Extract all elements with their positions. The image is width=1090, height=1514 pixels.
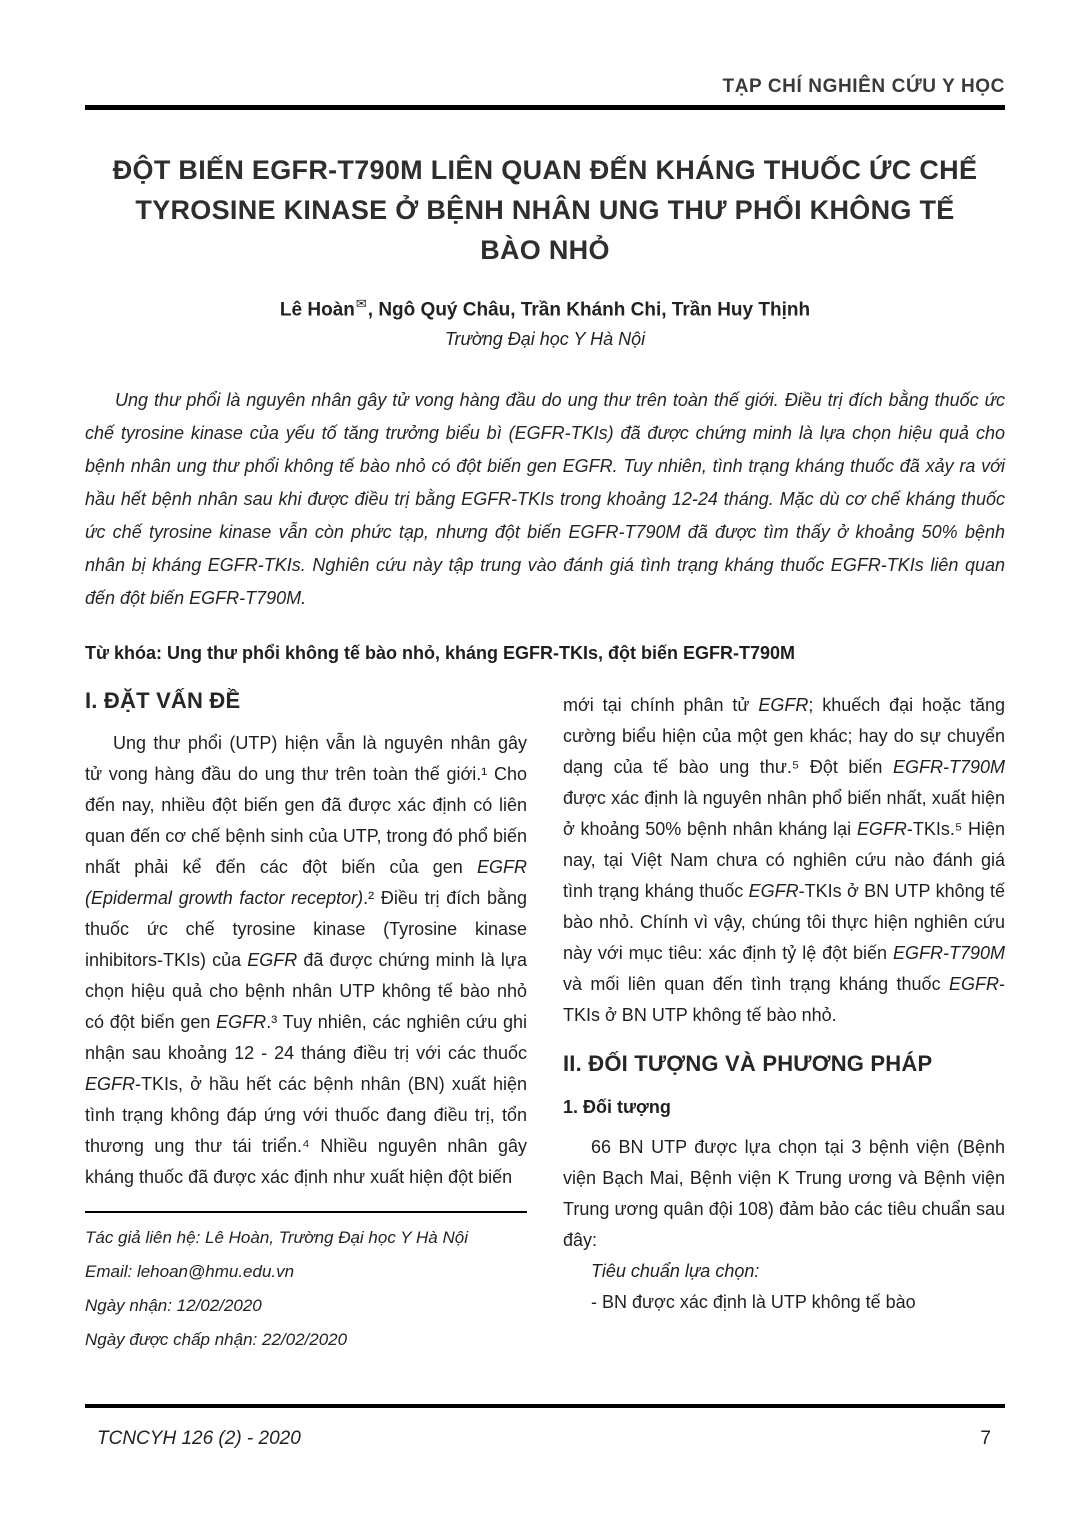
footnote-email: Email: lehoan@hmu.edu.vn xyxy=(85,1262,295,1282)
page-footer xyxy=(85,1404,1005,1450)
footnote-block xyxy=(85,1211,527,1357)
criteria-label: Tiêu chuẩn lựa chọn: xyxy=(591,1261,760,1282)
section-1-paragraph-right: mới tại chính phân tử EGFR; khuếch đại hoặc tăng cường biểu hiện của một gen khác; hay do sự chuyển dạng của tế bào ung thư.⁵ Đột biến EGFR-T790M được xác định là nguyên nhân phổ biến nhất, xuất hiện ở khoảng 50% bệnh nhân kháng lại EGFR-TKIs.⁵ Hiện nay, tại Việt Nam chưa có nghiên cứu nào đánh giá tình trạng kháng thuốc EGFR-TKIs ở BN UTP không tế bào nhỏ. Chính vì vậy, chúng tôi thực hiện nghiên cứu này với mục tiêu: xác định tỷ lệ đột biến EGFR-T790M và mối liên quan đến tình trạng kháng thuốc EGFR-TKIs ở BN UTP không tế bào nhỏ. xyxy=(563,695,1006,1026)
footnote-received-date: Ngày nhận: 12/02/2020 xyxy=(85,1296,262,1316)
subsection-1-heading: 1. Đối tượng xyxy=(563,1097,671,1118)
page-header xyxy=(85,0,1005,98)
authors-line xyxy=(85,296,1005,321)
section-1-heading: I. ĐẶT VẤN ĐỀ xyxy=(85,688,241,714)
affiliation: Trường Đại học Y Hà Nội xyxy=(444,329,646,350)
left-column xyxy=(85,688,527,1357)
right-column xyxy=(563,688,1005,1357)
authors-rest: , Ngô Quý Châu, Trần Khánh Chi, Trần Huy Thịnh xyxy=(367,299,811,321)
body-columns xyxy=(85,688,1005,1357)
section-2-heading: II. ĐỐI TƯỢNG VÀ PHƯƠNG PHÁP xyxy=(563,1051,933,1077)
section-2-paragraph: 66 BN UTP được lựa chọn tại 3 bệnh viện (Bệnh viện Bạch Mai, Bệnh viện K Trung ương và Bệnh viện Trung ương quân đội 108) đảm bảo các tiêu chuẩn sau đây: xyxy=(563,1137,1005,1251)
footer-row xyxy=(85,1428,1005,1450)
email-icon: ✉ xyxy=(355,296,367,311)
section-1-paragraph-left: Ung thư phổi (UTP) hiện vẫn là nguyên nhân gây tử vong hàng đầu do ung thư trên toàn thế giới.¹ Cho đến nay, nhiều đột biến gen đã được xác định có liên quan đến cơ chế bệnh sinh của UTP, trong đó phổ biến nhất phải kể đến các đột biến của gen EGFR (Epidermal growth factor receptor).² Điều trị đích bằng thuốc ức chế tyrosine kinase (Tyrosine kinase inhibitors-TKIs) của EGFR đã được chứng minh là lựa chọn hiệu quả cho bệnh nhân UTP không tế bào nhỏ có đột biến gen EGFR.³ Tuy nhiên, các nghiên cứu ghi nhận sau khoảng 12 - 24 tháng điều trị với các thuốc EGFR-TKIs, ở hầu hết các bệnh nhân (BN) xuất hiện tình trạng không đáp ứng với thuốc đang điều trị, tổn thương ung thư tái triển.⁴ Nhiều nguyên nhân gây kháng thuốc đã được xác định như xuất hiện đột biến xyxy=(85,733,527,1188)
footnote-accepted-date: Ngày được chấp nhận: 22/02/2020 xyxy=(85,1330,348,1350)
journal-reference: TCNCYH 126 (2) - 2020 xyxy=(97,1428,301,1449)
footnote-rule xyxy=(85,1211,527,1213)
criteria-item-1: - BN được xác định là UTP không tế bào xyxy=(591,1292,916,1313)
author-lead: Lê Hoàn xyxy=(279,299,355,321)
footer-rule xyxy=(85,1404,1005,1408)
header-rule xyxy=(85,105,1005,110)
article-title: ĐỘT BIẾN EGFR-T790M LIÊN QUAN ĐẾN KHÁNG THUỐC ỨC CHẾ TYROSINE KINASE Ở BỆNH NHÂN UNG THƯ PHỔI KHÔNG TẾ BÀO NHỎ xyxy=(112,155,978,265)
footnote-contact: Tác giả liên hệ: Lê Hoàn, Trường Đại học Y Hà Nội xyxy=(85,1228,468,1248)
keywords-line: Từ khóa: Ung thư phổi không tế bào nhỏ, kháng EGFR-TKIs, đột biến EGFR-T790M xyxy=(85,643,796,664)
abstract-text: Ung thư phổi là nguyên nhân gây tử vong hàng đầu do ung thư trên toàn thế giới. Điều trị đích bằng thuốc ức chế tyrosine kinase của yếu tố tăng trưởng biểu bì (EGFR-TKIs) đã được chứng minh là lựa chọn hiệu quả cho bệnh nhân ung thư phổi không tế bào nhỏ có đột biến gen EGFR. Tuy nhiên, tình trạng kháng thuốc đã xảy ra với hầu hết bệnh nhân sau khi được điều trị bằng EGFR-TKIs trong khoảng 12-24 tháng. Mặc dù cơ chế kháng thuốc ức chế tyrosine kinase vẫn còn phức tạp, nhưng đột biến EGFR-T790M đã được tìm thấy ở khoảng 50% bệnh nhân bị kháng EGFR-TKIs. Nghiên cứu này tập trung vào đánh giá tình trạng kháng thuốc EGFR-TKIs liên quan đến đột biến EGFR-T790M. xyxy=(85,390,1005,609)
page-number: 7 xyxy=(980,1428,991,1449)
journal-name: TẠP CHÍ NGHIÊN CỨU Y HỌC xyxy=(722,76,1005,97)
